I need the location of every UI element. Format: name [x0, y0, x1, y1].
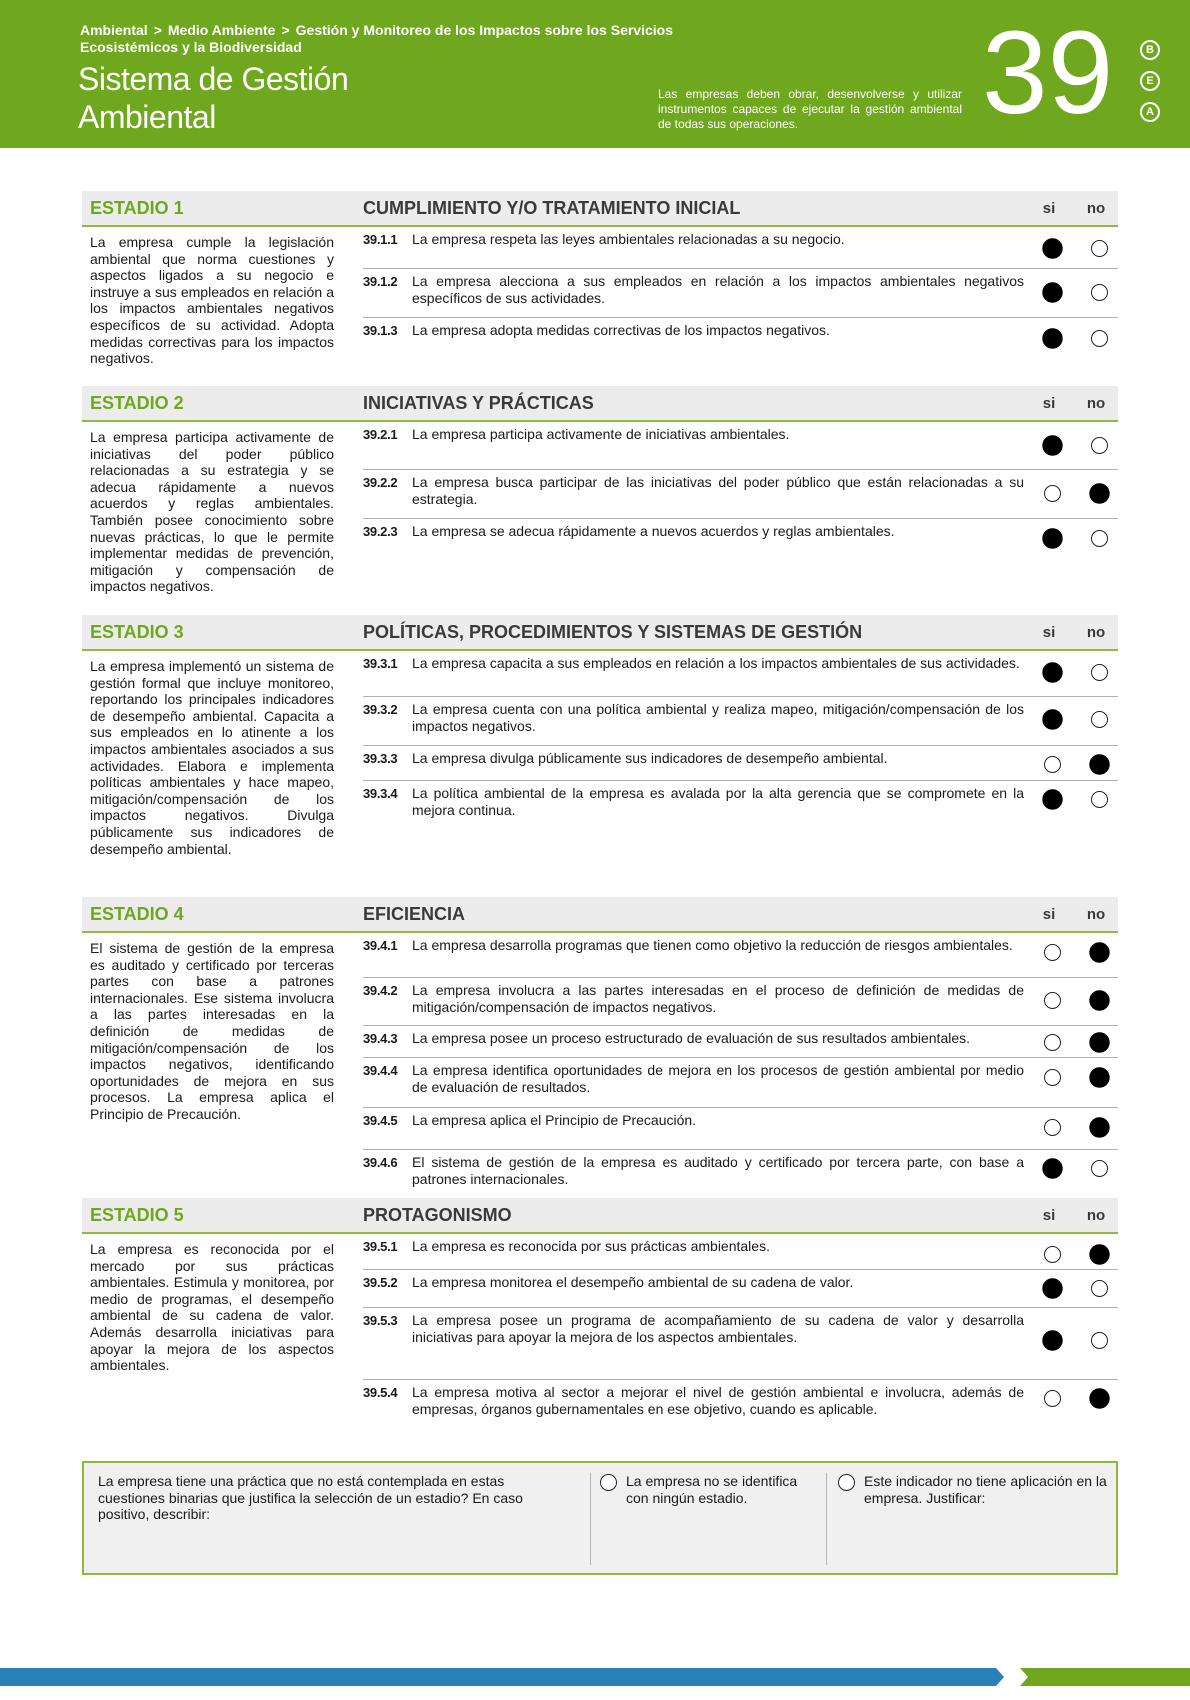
column-no-label: no: [1086, 200, 1106, 217]
stage-description: La empresa cumple la legislación ambiental que norma cuestiones y aspectos ligados a su negocio e instruye a sus empleados en relación a los impactos ambientales negativos específicos de su actividad. Adopta medidas correctivas para los impactos negativos.: [90, 234, 334, 367]
answer-si-radio[interactable]: [1042, 238, 1062, 258]
question-row: [363, 318, 1118, 362]
not-applicable-label: Este indicador no tiene aplicación en la empresa. Justificar:: [864, 1473, 1107, 1506]
answer-no-radio[interactable]: [1089, 1032, 1109, 1052]
indicator-number: 39: [982, 7, 1114, 139]
answer-no-radio[interactable]: [1089, 754, 1109, 774]
answer-si-radio[interactable]: [1044, 756, 1061, 773]
question-number: 39.3.1: [363, 656, 398, 671]
question-list: [363, 227, 1118, 362]
badge-group: [1140, 40, 1164, 133]
answer-si-radio[interactable]: [1044, 944, 1061, 961]
column-no-label: no: [1086, 1207, 1106, 1224]
breadcrumb-item-ambiental[interactable]: Ambiental: [80, 22, 148, 38]
question-row: [363, 651, 1118, 697]
question-text: La empresa posee un programa de acompañamiento de su cadena de valor y desarrolla iniciativas para apoyar la mejora de los aspectos ambientales.: [412, 1312, 1024, 1345]
answer-si-radio[interactable]: [1042, 1158, 1062, 1178]
footer-bar-blue: [0, 1668, 1004, 1686]
question-text: La política ambiental de la empresa es avalada por la alta gerencia que se compromete en la mejora continua.: [412, 785, 1024, 818]
question-row: [363, 978, 1118, 1026]
answer-no-radio[interactable]: [1091, 437, 1108, 454]
badge-e-icon: E: [1140, 71, 1160, 91]
column-si-label: si: [1042, 200, 1056, 217]
breadcrumb-item-gestion[interactable]: Gestión y Monitoreo de los Impactos sobre los Servicios Ecosistémicos y la Biodiversidad: [80, 22, 673, 55]
stage-title: PROTAGONISMO: [363, 1205, 512, 1225]
column-si-label: si: [1042, 1207, 1056, 1224]
stage-header: [82, 1198, 1118, 1234]
question-text: La empresa adopta medidas correctivas de los impactos negativos.: [412, 322, 830, 338]
answer-si-radio[interactable]: [1042, 789, 1062, 809]
stage-description: La empresa es reconocida por el mercado por sus prácticas ambientales. Estimula y monitorea, por medio de programas, el desempeño ambiental de su cadena de valor. Además desarrolla iniciativas para apoyar la mejora de los aspectos ambientales.: [90, 1241, 334, 1374]
column-si-label: si: [1042, 395, 1056, 412]
stage-1-section: [82, 191, 1118, 381]
stage-description: La empresa participa activamente de iniciativas del poder público relacionadas a su estrategia y se adecua rápidamente a nuevos acuerdos y reglas ambientales. También posee conocimiento sobre nuevas prácticas, lo que le permite implementar medidas de prevención, mitigación y compensación de impactos negativos.: [90, 429, 334, 595]
question-text: La empresa motiva al sector a mejorar el nivel de gestión ambiental e involucra, además de empresas, órganos gubernamentales en ese objetivo, cuando es aplicable.: [412, 1384, 1024, 1417]
question-list: [363, 1234, 1118, 1428]
stage-5-section: [82, 1198, 1118, 1433]
question-number: 39.4.2: [363, 983, 398, 998]
question-number: 39.4.3: [363, 1031, 398, 1046]
stage-title: POLÍTICAS, PROCEDIMIENTOS Y SISTEMAS DE GESTIÓN: [363, 622, 863, 642]
question-number: 39.4.5: [363, 1113, 398, 1128]
stage-header: [82, 386, 1118, 422]
footer-bar-green: [1020, 1668, 1190, 1686]
question-number: 39.5.3: [363, 1313, 398, 1328]
answer-no-radio[interactable]: [1091, 240, 1108, 257]
stage-2-section: [82, 386, 1118, 606]
question-text: La empresa participa activamente de iniciativas ambientales.: [412, 426, 790, 442]
question-row: [363, 1108, 1118, 1150]
question-row: [363, 1026, 1118, 1058]
practice-description-field[interactable]: La empresa tiene una práctica que no está contemplada en estas cuestiones binarias que justifica la selección de un estadio? En caso positivo, describir:: [98, 1473, 523, 1523]
answer-si-radio[interactable]: [1044, 1119, 1061, 1136]
question-number: 39.3.4: [363, 786, 398, 801]
answer-no-radio[interactable]: [1091, 664, 1108, 681]
answer-no-radio[interactable]: [1089, 1067, 1109, 1087]
question-list: [363, 651, 1118, 829]
question-row: [363, 1234, 1118, 1270]
question-text: La empresa divulga públicamente sus indicadores de desempeño ambiental.: [412, 750, 888, 766]
stage-description: La empresa implementó un sistema de gestión formal que incluye monitoreo, reportando los principales indicadores de desempeño ambiental. Capacita a sus empleados en lo atinente a los impactos ambientales asociados a sus actividades. Elabora e implementa políticas ambientales y hace mapeo, mitigación/compensación de los impactos negativos. Divulga públicamente sus indicadores de desempeño ambiental.: [90, 658, 334, 857]
chevron-right-icon: >: [153, 22, 162, 38]
answer-si-radio[interactable]: [1042, 662, 1062, 682]
answer-no-radio[interactable]: [1089, 483, 1109, 503]
question-number: 39.1.1: [363, 232, 398, 247]
question-number: 39.5.2: [363, 1275, 398, 1290]
question-number: 39.2.1: [363, 427, 398, 442]
stage-label: ESTADIO 5: [90, 1205, 184, 1225]
question-text: La empresa monitorea el desempeño ambiental de su cadena de valor.: [412, 1274, 854, 1290]
answer-si-radio[interactable]: [1042, 709, 1062, 729]
question-row: [363, 470, 1118, 519]
page-title-line-1: Sistema de Gestión: [78, 61, 349, 97]
chevron-right-icon: >: [281, 22, 290, 38]
stage-header: [82, 615, 1118, 651]
divider: [826, 1473, 827, 1565]
question-text: La empresa posee un proceso estructurado de evaluación de sus resultados ambientales.: [412, 1030, 971, 1046]
page-title-line-2: Ambiental: [78, 99, 216, 135]
answer-si-radio[interactable]: [1044, 485, 1061, 502]
answer-si-radio[interactable]: [1042, 282, 1062, 302]
page-title: [78, 60, 498, 136]
answer-no-radio[interactable]: [1091, 711, 1108, 728]
question-text: La empresa cuenta con una política ambiental y realiza mapeo, mitigación/compensación de los impactos negativos.: [412, 701, 1024, 734]
answer-si-radio[interactable]: [1044, 1246, 1061, 1263]
answer-no-radio[interactable]: [1091, 1280, 1108, 1297]
stage-description: El sistema de gestión de la empresa es auditado y certificado por terceras partes con base a patrones internacionales. Ese sistema involucra a las partes interesadas en la definición de medidas de mitigación/compensación de los impactos negativos, identificando oportunidades de mejora en sus procesos. La empresa aplica el Principio de Precaución.: [90, 940, 334, 1122]
divider: [590, 1473, 591, 1565]
question-number: 39.3.3: [363, 751, 398, 766]
no-stage-radio[interactable]: [600, 1474, 617, 1491]
badge-b-icon: B: [1140, 40, 1160, 60]
question-row: [363, 1308, 1118, 1380]
question-row: [363, 422, 1118, 470]
question-list: [363, 933, 1118, 1194]
stage-title: INICIATIVAS Y PRÁCTICAS: [363, 393, 594, 413]
answer-si-radio[interactable]: [1044, 1390, 1061, 1407]
stage-3-section: [82, 615, 1118, 890]
answer-no-radio[interactable]: [1089, 942, 1109, 962]
answer-no-radio[interactable]: [1091, 330, 1108, 347]
question-number: 39.5.4: [363, 1385, 398, 1400]
answer-no-radio[interactable]: [1091, 1160, 1108, 1177]
column-si-label: si: [1042, 624, 1056, 641]
question-number: 39.1.2: [363, 274, 398, 289]
question-row: [363, 781, 1118, 829]
answer-no-radio[interactable]: [1089, 1388, 1109, 1408]
stage-header: [82, 897, 1118, 933]
answer-si-radio[interactable]: [1044, 1034, 1061, 1051]
question-row: [363, 697, 1118, 746]
stage-header: [82, 191, 1118, 227]
breadcrumb-item-medio-ambiente[interactable]: Medio Ambiente: [167, 22, 276, 38]
question-row: [363, 227, 1118, 269]
question-row: [363, 269, 1118, 318]
question-row: [363, 1058, 1118, 1108]
answer-si-radio[interactable]: [1042, 1278, 1062, 1298]
additional-practice-box: [82, 1461, 1118, 1575]
no-stage-label: La empresa no se identifica con ningún estadio.: [626, 1473, 798, 1506]
column-no-label: no: [1086, 906, 1106, 923]
answer-no-radio[interactable]: [1089, 990, 1109, 1010]
header-description: Las empresas deben obrar, desenvolverse y utilizar instrumentos capaces de ejecutar la gestión ambiental de todas sus operaciones.: [658, 87, 962, 131]
answer-no-radio[interactable]: [1089, 1117, 1109, 1137]
column-si-label: si: [1042, 906, 1056, 923]
stage-label: ESTADIO 2: [90, 393, 184, 413]
question-text: La empresa se adecua rápidamente a nuevos acuerdos y reglas ambientales.: [412, 523, 895, 539]
stage-label: ESTADIO 4: [90, 904, 184, 924]
answer-no-radio[interactable]: [1091, 791, 1108, 808]
answer-si-radio[interactable]: [1042, 1330, 1062, 1350]
question-row: [363, 746, 1118, 781]
not-applicable-radio[interactable]: [838, 1474, 855, 1491]
column-no-label: no: [1086, 395, 1106, 412]
question-row: [363, 1270, 1118, 1308]
question-number: 39.1.3: [363, 323, 398, 338]
question-text: La empresa identifica oportunidades de mejora en los procesos de gestión ambiental por medio de evaluación de resultados.: [412, 1062, 1024, 1095]
page-header: [0, 0, 1190, 148]
question-number: 39.3.2: [363, 702, 398, 717]
question-row: [363, 933, 1118, 978]
question-text: La empresa aplica el Principio de Precaución.: [412, 1112, 697, 1128]
question-text: La empresa es reconocida por sus prácticas ambientales.: [412, 1238, 770, 1254]
question-number: 39.4.1: [363, 938, 398, 953]
question-text: La empresa desarrolla programas que tienen como objetivo la reducción de riesgos ambientales.: [412, 937, 1013, 953]
stage-title: EFICIENCIA: [363, 904, 466, 924]
question-text: La empresa involucra a las partes interesadas en el proceso de definición de medidas de mitigación/compensación de impactos negativos.: [412, 982, 1024, 1015]
question-row: [363, 1380, 1118, 1428]
question-text: El sistema de gestión de la empresa es auditado y certificado por tercera parte, con base a patrones internacionales.: [412, 1154, 1024, 1187]
column-no-label: no: [1086, 624, 1106, 641]
answer-no-radio[interactable]: [1089, 1244, 1109, 1264]
question-list: [363, 422, 1118, 563]
question-text: La empresa alecciona a sus empleados en relación a los impactos ambientales negativos específicos de sus actividades.: [412, 273, 1024, 306]
stage-label: ESTADIO 3: [90, 622, 184, 642]
stage-4-section: [82, 897, 1118, 1193]
answer-si-radio[interactable]: [1042, 328, 1062, 348]
question-row: [363, 1150, 1118, 1194]
answer-si-radio[interactable]: [1044, 1069, 1061, 1086]
answer-si-radio[interactable]: [1044, 992, 1061, 1009]
stage-label: ESTADIO 1: [90, 198, 184, 218]
question-number: 39.2.2: [363, 475, 398, 490]
question-number: 39.4.6: [363, 1155, 398, 1170]
answer-si-radio[interactable]: [1042, 435, 1062, 455]
breadcrumb: [80, 22, 770, 56]
answer-no-radio[interactable]: [1091, 284, 1108, 301]
question-number: 39.2.3: [363, 524, 398, 539]
question-number: 39.5.1: [363, 1239, 398, 1254]
answer-si-radio[interactable]: [1042, 528, 1062, 548]
badge-a-icon: A: [1140, 102, 1160, 122]
question-row: [363, 519, 1118, 563]
stage-title: CUMPLIMIENTO Y/O TRATAMIENTO INICIAL: [363, 198, 741, 218]
answer-no-radio[interactable]: [1091, 1332, 1108, 1349]
question-text: La empresa busca participar de las iniciativas del poder público que están relacionadas a su estrategia.: [412, 474, 1024, 507]
question-text: La empresa respeta las leyes ambientales relacionadas a su negocio.: [412, 231, 845, 247]
answer-no-radio[interactable]: [1091, 530, 1108, 547]
question-text: La empresa capacita a sus empleados en relación a los impactos ambientales de sus actividades.: [412, 655, 1020, 671]
question-number: 39.4.4: [363, 1063, 398, 1078]
